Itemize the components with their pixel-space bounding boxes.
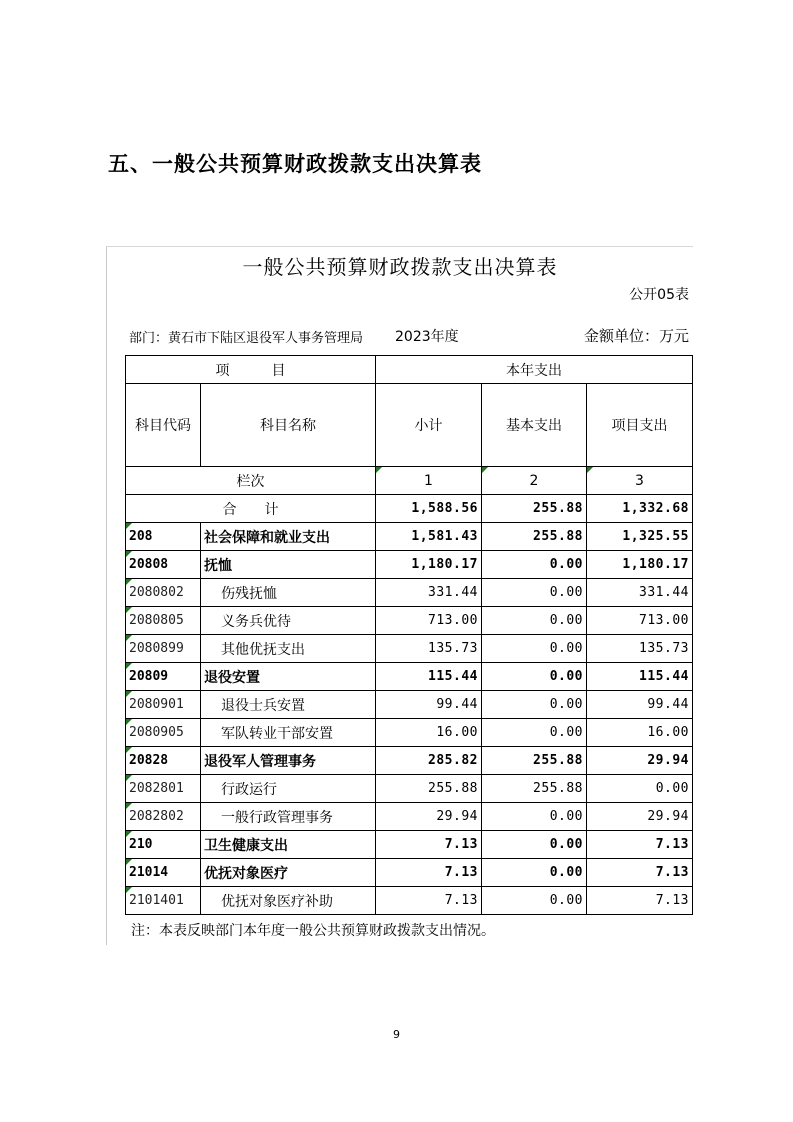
footnote: 注：本表反映部门本年度一般公共预算财政拨款支出情况。 [131, 923, 495, 939]
row-name: 优抚对象医疗补助 [201, 887, 376, 915]
row-subtotal: 255.88 [376, 775, 482, 803]
total-project: 1,332.68 [587, 495, 693, 523]
row-basic: 0.00 [482, 691, 587, 719]
row-basic: 255.88 [482, 775, 587, 803]
column-number-3: 3 [587, 467, 693, 495]
row-subtotal: 713.00 [376, 607, 482, 635]
header-basic: 基本支出 [482, 384, 587, 467]
table-row [126, 719, 693, 747]
row-basic: 0.00 [482, 831, 587, 859]
column-number-1: 1 [376, 467, 482, 495]
table-row [126, 691, 693, 719]
row-code: 2101401 [126, 887, 201, 915]
row-code: 2082802 [126, 803, 201, 831]
row-name: 义务兵优待 [201, 607, 376, 635]
header-row-2 [126, 384, 693, 467]
row-basic: 255.88 [482, 747, 587, 775]
row-code: 21014 [126, 859, 201, 887]
row-subtotal: 7.13 [376, 859, 482, 887]
row-subtotal: 7.13 [376, 887, 482, 915]
budget-table [125, 355, 693, 915]
row-code: 2080905 [126, 719, 201, 747]
total-row [126, 495, 693, 523]
column-order-label: 栏次 [126, 467, 376, 495]
row-subtotal: 115.44 [376, 663, 482, 691]
row-name: 优抚对象医疗 [201, 859, 376, 887]
row-code: 2080802 [126, 579, 201, 607]
row-basic: 255.88 [482, 523, 587, 551]
total-label: 合 计 [126, 495, 376, 523]
row-code: 20828 [126, 747, 201, 775]
row-subtotal: 29.94 [376, 803, 482, 831]
column-order-row [126, 467, 693, 495]
row-code: 2080899 [126, 635, 201, 663]
row-basic: 0.00 [482, 635, 587, 663]
row-code: 2080901 [126, 691, 201, 719]
year-label: 2023年度 [395, 329, 459, 345]
row-basic: 0.00 [482, 719, 587, 747]
row-basic: 0.00 [482, 887, 587, 915]
row-name: 卫生健康支出 [201, 831, 376, 859]
row-subtotal: 285.82 [376, 747, 482, 775]
row-basic: 0.00 [482, 607, 587, 635]
table-row [126, 803, 693, 831]
row-code: 2080805 [126, 607, 201, 635]
row-subtotal: 135.73 [376, 635, 482, 663]
table-row [126, 607, 693, 635]
row-name: 一般行政管理事务 [201, 803, 376, 831]
column-number-2: 2 [482, 467, 587, 495]
row-name: 行政运行 [201, 775, 376, 803]
row-project: 29.94 [587, 747, 693, 775]
row-name: 伤残抚恤 [201, 579, 376, 607]
table-row [126, 887, 693, 915]
page-number: 9 [393, 1028, 400, 1041]
form-code: 公开05表 [629, 287, 689, 303]
header-name: 科目名称 [201, 384, 376, 467]
header-row-1 [126, 356, 693, 384]
row-code: 2082801 [126, 775, 201, 803]
row-name: 退役军人管理事务 [201, 747, 376, 775]
row-name: 军队转业干部安置 [201, 719, 376, 747]
section-heading: 五、一般公共预算财政拨款支出决算表 [108, 151, 482, 176]
row-project: 99.44 [587, 691, 693, 719]
total-basic: 255.88 [482, 495, 587, 523]
table-row [126, 579, 693, 607]
table-row [126, 635, 693, 663]
table-row [126, 859, 693, 887]
row-code: 20809 [126, 663, 201, 691]
row-name: 抚恤 [201, 551, 376, 579]
row-code: 20808 [126, 551, 201, 579]
row-project: 115.44 [587, 663, 693, 691]
row-basic: 0.00 [482, 551, 587, 579]
table-row [126, 551, 693, 579]
row-name: 退役安置 [201, 663, 376, 691]
row-project: 0.00 [587, 775, 693, 803]
row-basic: 0.00 [482, 859, 587, 887]
table-row [126, 523, 693, 551]
row-project: 16.00 [587, 719, 693, 747]
header-current-year: 本年支出 [376, 356, 693, 384]
row-name: 退役士兵安置 [201, 691, 376, 719]
row-project: 135.73 [587, 635, 693, 663]
total-subtotal: 1,588.56 [376, 495, 482, 523]
department-label: 部门：黄石市下陆区退役军人事务管理局 [129, 331, 364, 346]
row-project: 7.13 [587, 859, 693, 887]
row-project: 1,180.17 [587, 551, 693, 579]
row-subtotal: 16.00 [376, 719, 482, 747]
header-item: 项 目 [126, 356, 376, 384]
row-project: 1,325.55 [587, 523, 693, 551]
sheet-title: 一般公共预算财政拨款支出决算表 [242, 255, 558, 279]
table-row [126, 831, 693, 859]
row-project: 7.13 [587, 887, 693, 915]
header-code: 科目代码 [126, 384, 201, 467]
row-name: 其他优抚支出 [201, 635, 376, 663]
table-row [126, 663, 693, 691]
row-project: 331.44 [587, 579, 693, 607]
row-project: 713.00 [587, 607, 693, 635]
table-row [126, 775, 693, 803]
row-basic: 0.00 [482, 803, 587, 831]
row-basic: 0.00 [482, 663, 587, 691]
budget-sheet [106, 246, 693, 945]
row-basic: 0.00 [482, 579, 587, 607]
row-subtotal: 7.13 [376, 831, 482, 859]
table-row [126, 747, 693, 775]
unit-label: 金额单位：万元 [583, 327, 689, 345]
row-name: 社会保障和就业支出 [201, 523, 376, 551]
row-subtotal: 331.44 [376, 579, 482, 607]
row-subtotal: 1,180.17 [376, 551, 482, 579]
row-code: 208 [126, 523, 201, 551]
header-subtotal: 小计 [376, 384, 482, 467]
row-code: 210 [126, 831, 201, 859]
header-project: 项目支出 [587, 384, 693, 467]
row-project: 29.94 [587, 803, 693, 831]
row-project: 7.13 [587, 831, 693, 859]
row-subtotal: 1,581.43 [376, 523, 482, 551]
row-subtotal: 99.44 [376, 691, 482, 719]
